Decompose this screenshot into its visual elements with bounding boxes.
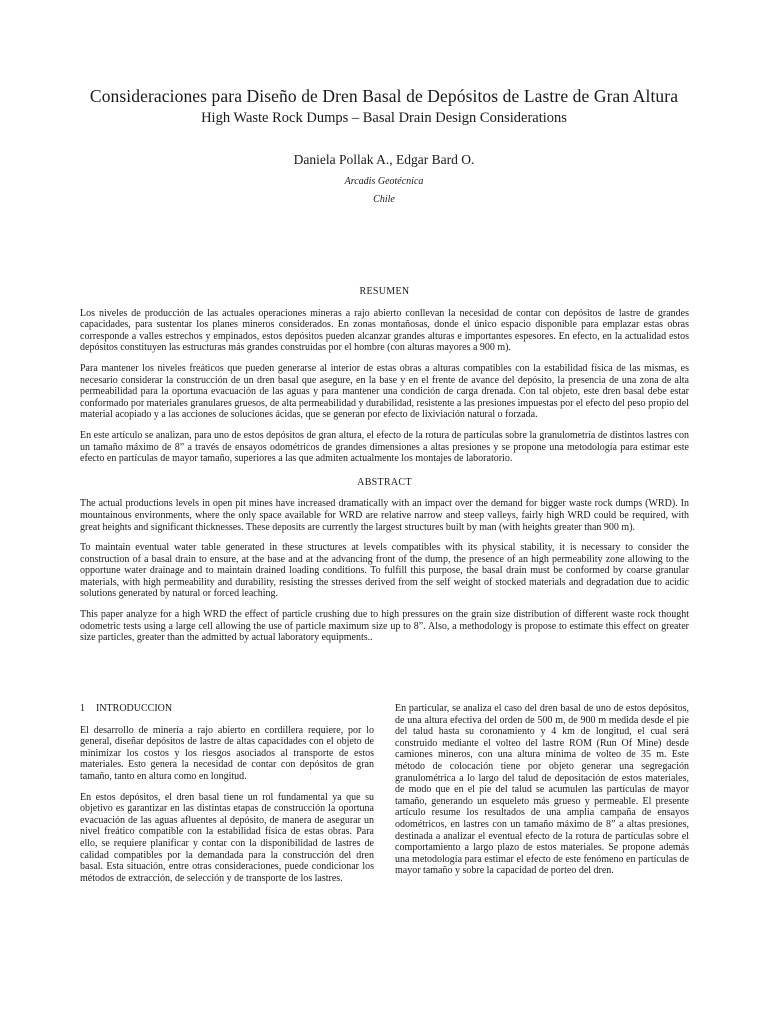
right-column xyxy=(395,703,689,893)
section-heading xyxy=(80,703,374,715)
paper-subtitle: High Waste Rock Dumps – Basal Drain Design Considerations xyxy=(201,110,567,126)
abstract-paragraph: The actual productions levels in open pit mines have increased dramatically with an impact over the demand for bigger waste rock dumps (WRD). In mountainous environments, where the only space available for WRD are relative narrow and steep valleys, fairly high WRD could be required, with great heights and significant thicknesses. These deposits are currently the largest structures built by man (with heights greater than 900 m). xyxy=(80,498,689,533)
resumen-heading: RESUMEN xyxy=(359,286,410,297)
section-title: INTRODUCCION xyxy=(96,703,173,714)
authors: Daniela Pollak A., Edgar Bard O. xyxy=(293,152,475,167)
affiliation: Arcadis Geotécnica xyxy=(344,176,424,187)
section-number: 1 xyxy=(80,703,85,714)
resumen-paragraph: Los niveles de producción de las actuales operaciones mineras a rajo abierto conllevan la necesidad de contar con depósitos de lastre de grandes capacidades, para sustentar los planes mineros considerados. En zonas montañosas, donde el único espacio disponible para emplazar estas obras corresponde a valles estrechos y empinados, estos depósitos pueden alcanzar grandes alturas e importantes espesores. En efecto, en la actualidad estos depósitos constituyen las estructuras más grandes construidas por el hombre (con alturas mayores a 900 m). xyxy=(80,307,689,354)
abstract-paragraph: This paper analyze for a high WRD the effect of particle crushing due to high pressures on the grain size distribution of different waste rock thought odometric tests using a large cell allowing the use of particle maximum size up to 8”. Also, a methodology is propose to estimate this effect on greater size particles, greater than the admitted by actual laboratory equipments.. xyxy=(80,609,689,644)
left-column xyxy=(80,703,374,893)
country: Chile xyxy=(373,194,395,205)
abstract-block xyxy=(80,286,689,653)
body-paragraph: En estos depósitos, el dren basal tiene un rol fundamental ya que su objetivo es garantizar en las distintas etapas de construcción la oportuna evacuación de las aguas afluentes al depósito, de manera de asegurar un nivel freático compatible con la estabilidad física de estas obras. Para ello, se requiere planificar y contar con la disponibilidad de lastres de calidad compatibles por la demandada para la construcción del dren basal. Esta situación, entre otras consideraciones, puede condicionar los métodos de extracción, de selección y de transporte de los lastres. xyxy=(80,791,374,884)
resumen-paragraph: En este artículo se analizan, para uno de estos depósitos de gran altura, el efecto de la rotura de partículas sobre la granulometría de distintos lastres con un tamaño máximo de 8” a través de ensayos odométricos de grandes dimensiones a altas presiones y se propone una metodología para estimar este efecto en partículas de mayor tamaño, superiores a las que admiten actualmente los montajes de laboratorio. xyxy=(80,429,689,465)
resumen-paragraph: Para mantener los niveles freáticos que pueden generarse al interior de estas obras a alturas compatibles con la estabilidad física de las mismas, es necesario considerar la construcción de un dren basal que asegure, en la base y en el frente de avance del depósito, la presencia de una zona de alta permeabilidad para la oportuna evacuación de las aguas y para mantener una condición de carga drenada. Con tal objeto, este dren basal debe estar conformado por materiales granulares gruesos, de alta permeabilidad y durabilidad, resistente a las presiones impuestas por el efecto del peso propio del material acopiado y a las acciones de soluciones ácidas, que se generan por efecto de lixiviación natural o forzada. xyxy=(80,362,689,421)
abstract-heading: ABSTRACT xyxy=(357,476,412,488)
two-column-body xyxy=(80,703,689,893)
paper-title: Consideraciones para Diseño de Dren Basal de Depósitos de Lastre de Gran Altura xyxy=(89,86,679,106)
body-paragraph: El desarrollo de minería a rajo abierto en cordillera requiere, por lo general, diseñar depósitos de lastre de altas capacidades con el objeto de minimizar los costos y los riesgos asociados al transporte de estos materiales. Esto genera la necesidad de contar con depósitos de gran tamaño, tanto en altura como en longitud. xyxy=(80,724,374,782)
body-paragraph: En particular, se analiza el caso del dren basal de uno de estos depósitos, de una altura efectiva del orden de 500 m, de 900 m medida desde el pie del talud hasta su coronamiento y 4 km de longitud, el cual será construido mediante el volteo del lastre ROM (Run Of Mine) desde camiones mineros, con una altura mínima de volteo de 35 m. Este método de colocación tiene por objeto generar una segregación granulométrica a lo largo del talud de depositación de estos materiales, de modo que en el pie del talud se acumulen las partículas de mayor tamaño, generando un esqueleto más grueso y permeable. El presente artículo resume los resultados de una amplia campaña de ensayos odométricos, en lastres con un tamaño máximo de 8” a altas presiones, destinada a analizar el eventual efecto de la rotura de partículas sobre el comportamiento a largo plazo de estos materiales. Se propone además una metodología para estimar el efecto de este fenómeno en partículas de mayor tamaño y sobre la capacidad de porteo del dren. xyxy=(395,703,689,877)
abstract-paragraph: To maintain eventual water table generated in these structures at levels compatibles with its physical stability, it is necessary to consider the construction of a basal drain to ensure, at the base and at the advancing front of the dump, the presence of an high permeability zone allowing to the opportune water drainage and to maintain drained loading conditions. To fulfill this purpose, the basal drain must be conformed by coarse granular materials, with high permeability and durability, resisting the stresses derived from the self weight of stocked materials and degradation due to acidic solutions generated by natural or forced leaching. xyxy=(80,542,689,600)
